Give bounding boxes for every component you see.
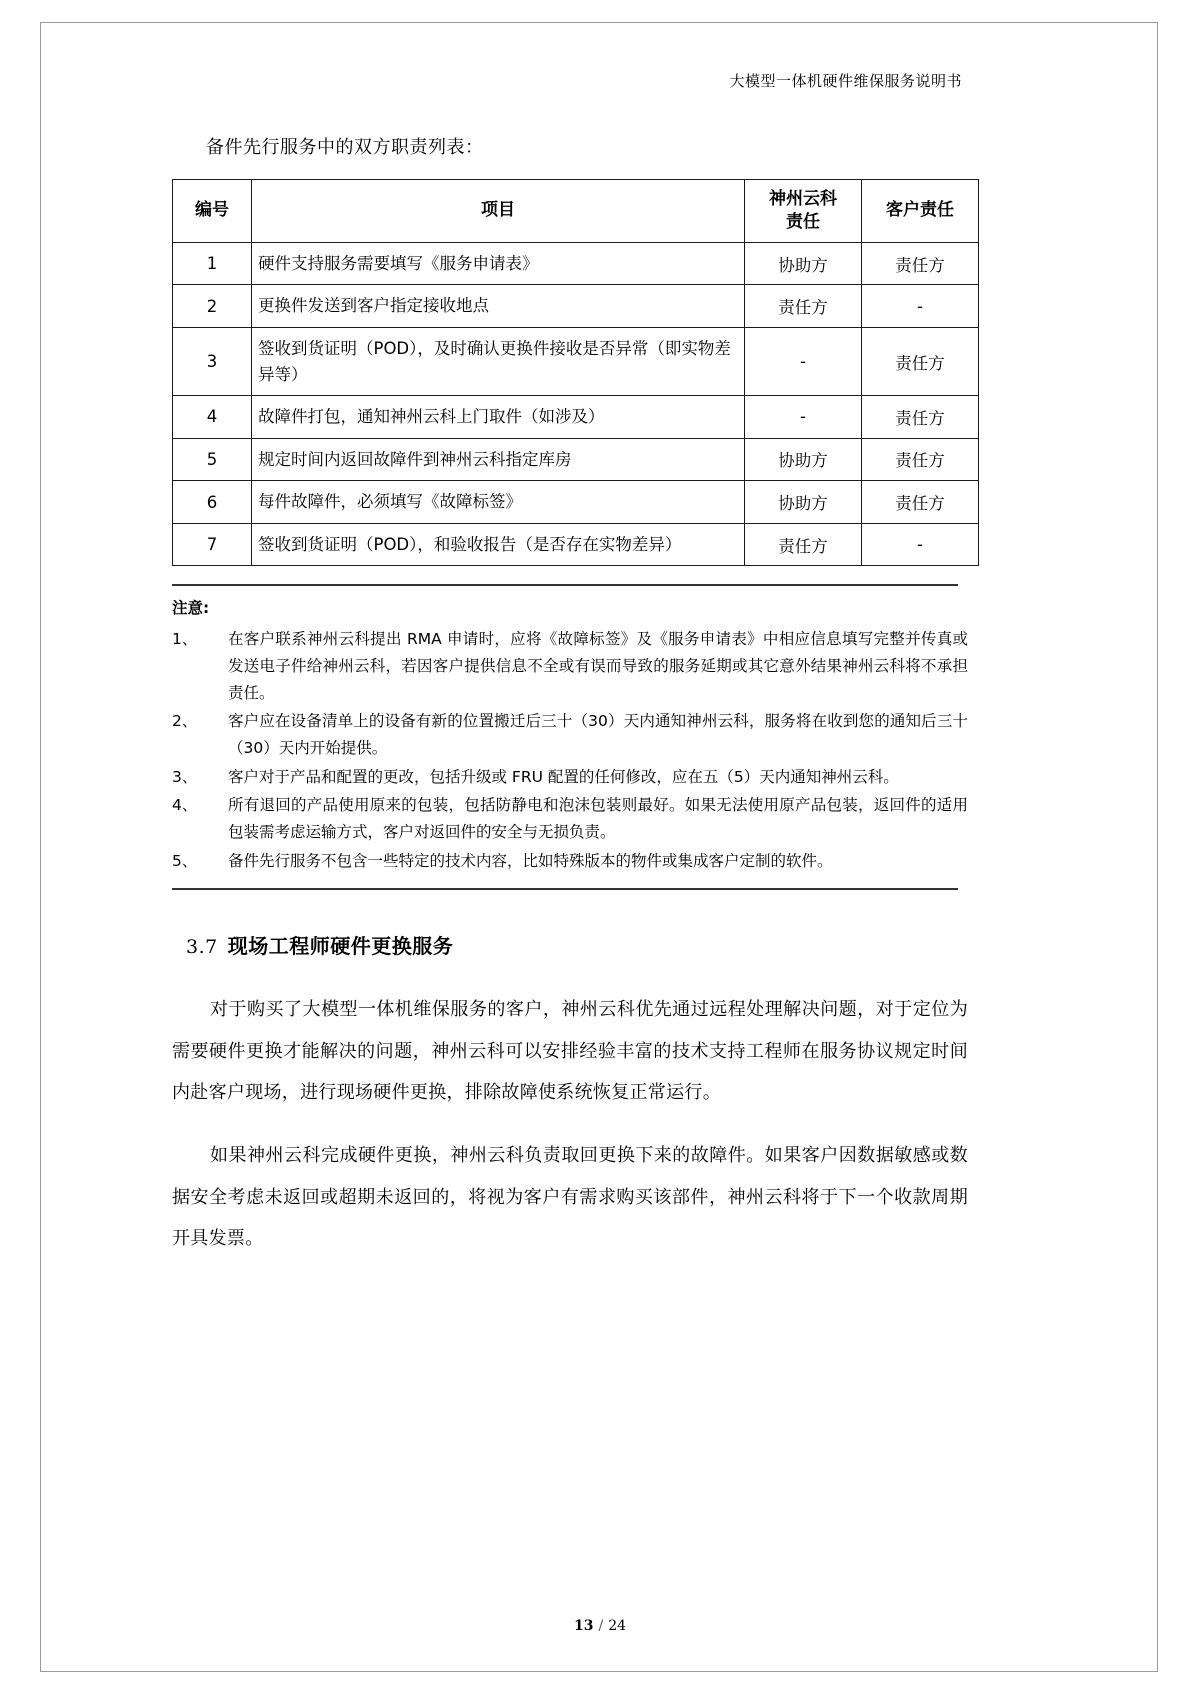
- list-item: [172, 792, 968, 845]
- page-content: [168, 70, 968, 1282]
- vendor-header-line1: 神州云科: [769, 189, 837, 209]
- row-number: 2: [173, 285, 252, 328]
- table-row: [173, 285, 979, 328]
- table-row: [173, 481, 979, 524]
- footer-current-page: 13: [573, 1618, 594, 1634]
- table-row: [173, 523, 979, 566]
- list-item: [172, 708, 968, 761]
- vendor-header-line2: 责任: [786, 211, 820, 232]
- row-item: 规定时间内返回故障件到神州云科指定库房: [252, 438, 745, 481]
- row-item: 签收到货证明（POD），和验收报告（是否存在实物差异）: [252, 523, 745, 566]
- table-row: [173, 242, 979, 285]
- table-row: [173, 328, 979, 396]
- row-item: 更换件发送到客户指定接收地点: [252, 285, 745, 328]
- row-customer-responsibility: 责任方: [862, 328, 979, 396]
- table-header-customer-responsibility: 客户责任: [862, 180, 979, 243]
- list-item: [172, 626, 968, 706]
- row-customer-responsibility: 责任方: [862, 438, 979, 481]
- notes-list: [168, 626, 968, 874]
- list-item-text: 在客户联系神州云科提出 RMA 申请时，应将《故障标签》及《服务申请表》中相应信息填写完整并传真或发送电子件给神州云科，若因客户提供信息不全或有误而导致的服务延期或其它意外结果神州云科将不承担责任。: [228, 630, 968, 702]
- row-number: 3: [173, 328, 252, 396]
- row-number: 7: [173, 523, 252, 566]
- section-title: 现场工程师硬件更换服务: [227, 934, 454, 959]
- row-customer-responsibility: 责任方: [862, 481, 979, 524]
- table-header-item: 项目: [252, 180, 745, 243]
- notes-divider-bottom: [172, 888, 958, 890]
- page-footer: [0, 1618, 1200, 1634]
- row-customer-responsibility: 责任方: [862, 242, 979, 285]
- row-customer-responsibility: -: [862, 523, 979, 566]
- table-header-vendor-responsibility: [745, 180, 862, 243]
- list-item-marker: 2、: [172, 712, 198, 731]
- footer-separator: /: [598, 1618, 604, 1634]
- row-customer-responsibility: 责任方: [862, 396, 979, 439]
- row-number: 6: [173, 481, 252, 524]
- row-vendor-responsibility: 协助方: [745, 438, 862, 481]
- list-item-text: 所有退回的产品使用原来的包装，包括防静电和泡沫包装则最好。如果无法使用原产品包装，返回件的适用包装需考虑运输方式，客户对返回件的安全与无损负责。: [228, 796, 968, 841]
- row-item: 每件故障件，必须填写《故障标签》: [252, 481, 745, 524]
- row-customer-responsibility: -: [862, 285, 979, 328]
- row-vendor-responsibility: 责任方: [745, 285, 862, 328]
- row-item: 硬件支持服务需要填写《服务申请表》: [252, 242, 745, 285]
- row-vendor-responsibility: 协助方: [745, 481, 862, 524]
- row-vendor-responsibility: 责任方: [745, 523, 862, 566]
- section-number: 3.7: [186, 936, 218, 959]
- list-item-text: 客户应在设备清单上的设备有新的位置搬迁后三十（30）天内通知神州云科，服务将在收到您的通知后三十（30）天内开始提供。: [228, 712, 968, 757]
- table-header-num: 编号: [173, 180, 252, 243]
- section-heading: [186, 930, 968, 959]
- footer-total-pages: 24: [608, 1618, 627, 1634]
- table-row: [173, 396, 979, 439]
- row-vendor-responsibility: 协助方: [745, 242, 862, 285]
- row-vendor-responsibility: -: [745, 396, 862, 439]
- list-item-text: 客户对于产品和配置的更改，包括升级或 FRU 配置的任何修改，应在五（5）天内通知神州云科。: [228, 767, 899, 786]
- row-item: 签收到货证明（POD），及时确认更换件接收是否异常（即实物差异等）: [252, 328, 745, 396]
- notes-divider-top: [172, 584, 958, 586]
- list-item-text: 备件先行服务不包含一些特定的技术内容，比如特殊版本的物件或集成客户定制的软件。: [228, 851, 833, 870]
- notes-title: 注意:: [172, 599, 210, 618]
- row-item: 故障件打包，通知神州云科上门取件（如涉及）: [252, 396, 745, 439]
- row-number: 4: [173, 396, 252, 439]
- intro-line: 备件先行服务中的双方职责列表：: [206, 137, 484, 158]
- row-number: 5: [173, 438, 252, 481]
- list-item: [172, 764, 968, 791]
- responsibility-table: [172, 179, 979, 566]
- table-header-row: [173, 180, 979, 243]
- document-header-title: 大模型一体机硬件维保服务说明书: [729, 72, 962, 90]
- table-row: [173, 438, 979, 481]
- row-number: 1: [173, 242, 252, 285]
- list-item-marker: 5、: [172, 851, 198, 870]
- body-paragraph: 如果神州云科完成硬件更换，神州云科负责取回更换下来的故障件。如果客户因数据敏感或数据安全考虑未返回或超期未返回的，将视为客户有需求购买该部件，神州云科将于下一个收款周期开具发票。: [172, 1145, 968, 1250]
- list-item: [172, 848, 968, 875]
- list-item-marker: 1、: [172, 630, 198, 649]
- row-vendor-responsibility: -: [745, 328, 862, 396]
- body-paragraph: 对于购买了大模型一体机维保服务的客户，神州云科优先通过远程处理解决问题，对于定位为需要硬件更换才能解决的问题，神州云科可以安排经验丰富的技术支持工程师在服务协议规定时间内赴客户现场，进行现场硬件更换，排除故障使系统恢复正常运行。: [172, 999, 968, 1104]
- list-item-marker: 4、: [172, 796, 198, 815]
- list-item-marker: 3、: [172, 767, 198, 786]
